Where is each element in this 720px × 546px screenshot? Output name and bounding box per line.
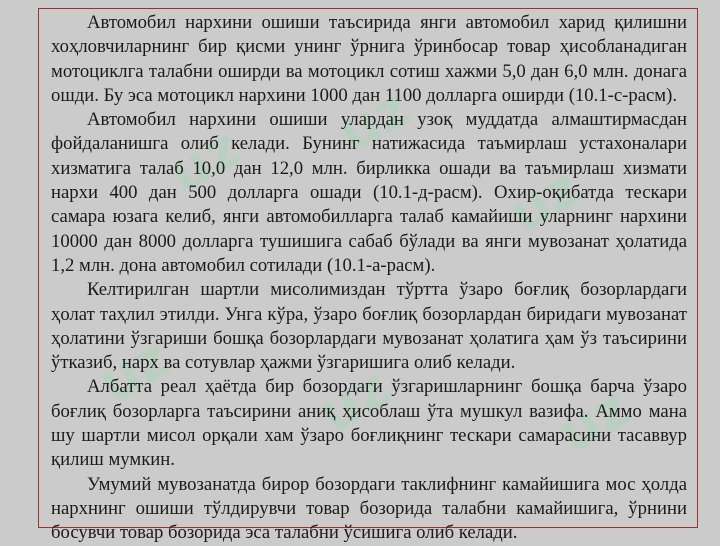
watermark-text: uz bbox=[307, 355, 400, 446]
paragraph: Умумий мувозанатда бирор бозордаги таклифнинг камайишига мос ҳолда нархнинг ошиши тўлдирувчи товар бозорида талабни камайишига, ўрнини босувчи товар бозорида эса талабни ўсишига олиб келади. bbox=[51, 473, 687, 544]
paragraph: Автомобил нархини ошиши улардан узоқ муддатда алмаштирмасдан фойдаланишга олиб келади. Бунинг натижасида таъмирлаш устахоналари хизматига талаб 10,0 дан 12,0 млн. бирликка ошади ва таъмирлаш хизмати нархи 400 дан 500 долларга ошади (10.1-д-расм). Охир-оқибатда тескари самара юзага келиб, янги автомобилларга талаб камайиши уларнинг нархини 10000 дан 8000 долларга тушишига сабаб бўлади ва янги мувозанат ҳолатида 1,2 млн. дона автомобил сотилади (10.1-а-расм). bbox=[51, 109, 687, 276]
watermark-text: uz bbox=[157, 115, 250, 206]
paragraph: Келтирилган шартли мисолимиздан тўртта ўзаро боғлиқ бозорлардаги ҳолат таҳлил этилди. Унга кўра, ўзаро боғлиқ бозорлардан биридаги мувозанат ҳолатини ўзгариши бошқа бозорлардаги мувозанат ҳолатига ҳам ўз таъсирини ўтказиб, нарх ва сотувлар ҳажми ўзгаришига олиб келади. bbox=[51, 279, 687, 374]
paragraph: Албатта реал ҳаётда бир бозордаги ўзгаришларнинг бошқа барча ўзаро боғлиқ бозорларга таъсирини аниқ ҳисоблаш ўта мушкул вазифа. Аммо мана шу шартли мисол орқали хам ўзаро боғлиқнинг тескари самарасини тасаввур қилиш мумкин. bbox=[51, 376, 687, 471]
watermark-text: uz bbox=[497, 155, 590, 246]
document-text-body bbox=[51, 11, 687, 546]
watermark-text: uz bbox=[87, 325, 180, 416]
document-page bbox=[38, 8, 698, 544]
watermark-text: uz bbox=[547, 375, 640, 466]
paragraph: Автомобил нархини ошиши таъсирида янги автомобил харид қилишни хоҳловчиларнинг бир қисми унинг ўрнига ўринбосар товар ҳисобланадиган мотоциклга талабни оширди ва мотоцикл сотиш хажми 5,0 дан 6,0 млн. донага ошди. Бу эса мотоцикл нархини 1000 дан 1100 долларга оширди (10.1-с-расм). bbox=[51, 12, 687, 106]
watermark-text: uz bbox=[327, 75, 420, 166]
